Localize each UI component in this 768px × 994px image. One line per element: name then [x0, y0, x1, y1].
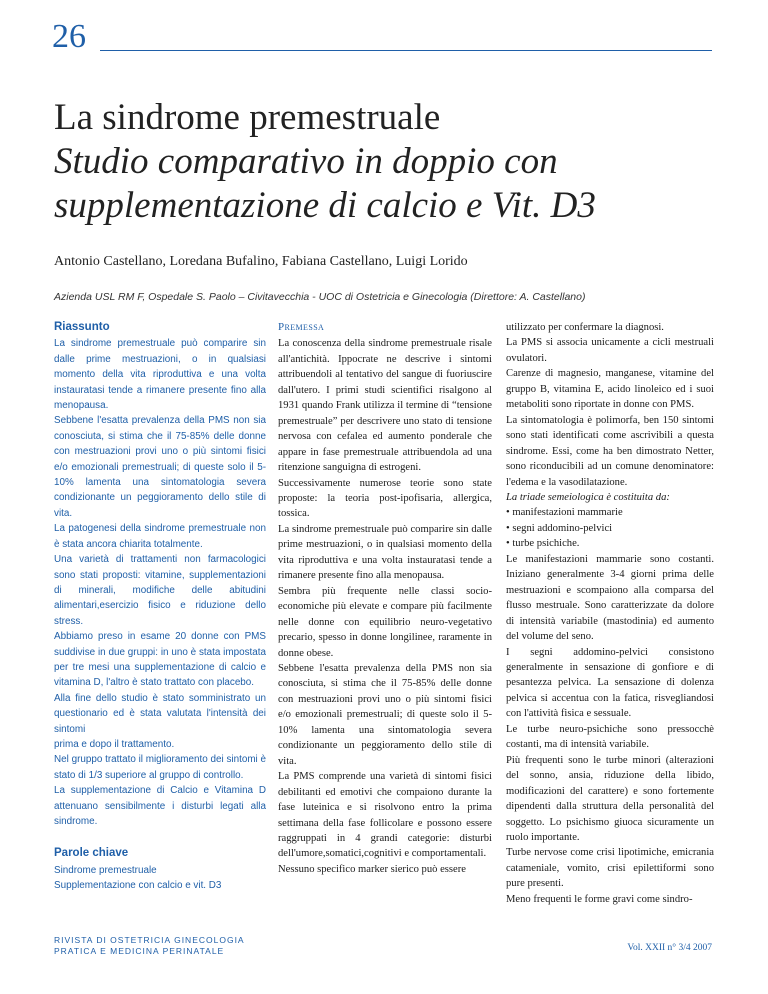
keyword-item: Supplementazione con calcio e vit. D3: [54, 880, 222, 892]
triad-list-item: • segni addomino-pelvici: [506, 522, 613, 534]
triad-heading: La triade semeiologica è costituita da:: [506, 491, 670, 503]
abstract-heading: Riassunto: [54, 321, 110, 333]
body-paragraph: I segni addomino-pelvici consistono generalmente in sensazione di gonfiore e di pesantezza pelvica. La sensazione di dolenza pelvica si accentua con la fatica, risvegliandosi con l'attività fisica e sessuale.: [506, 646, 714, 720]
body-paragraph: Le turbe neuro-psichiche sono pressocchè costanti, ma di intensità variabile.: [506, 723, 714, 751]
triad-list-item: • manifestazioni mammarie: [506, 507, 623, 519]
keywords-heading: Parole chiave: [54, 847, 129, 860]
journal-name: [54, 935, 245, 957]
page-number: 26: [52, 18, 86, 55]
abstract-paragraph: prima e dopo il trattamento.: [54, 738, 175, 750]
body-paragraph: utilizzato per confermare la diagnosi.: [506, 322, 664, 333]
body-paragraph: Nessuno specifico marker sierico può essere: [278, 863, 466, 875]
abstract-column: [54, 320, 266, 894]
abstract-paragraph: Nel gruppo trattato il miglioramento dei sintomi è stato di 1/3 superiore al gruppo di controllo.: [54, 754, 266, 781]
body-paragraph: La conoscenza della sindrome premestruale risale all'antichità. Ippocrate ne descrive i sintomi attribuendoli al tentativo del sangue di fuoriuscire dall'utero. I primi studi scientifici risalgono al 1931 quando Frank utilizza il termine di “tensione premestruale” per descrivere uno stato di tensione nervosa con cefalea ed aumento ponderale che appare in fase premestruale attribuendola ad una ritenzione sanguigna di estrogeni.: [278, 338, 492, 474]
body-paragraph: Successivamente numerose teorie sono state proposte: la teoria post-ipofisaria, allergica, tossica.: [278, 477, 492, 520]
body-column-3: [506, 320, 714, 907]
abstract-paragraph: La supplementazione di Calcio e Vitamina D attenuano sensibilmente i disturbi legati alla sindrome.: [54, 785, 266, 827]
title-main: La sindrome premestruale: [54, 97, 441, 138]
article-title: [54, 96, 734, 228]
title-sub-line2: supplementazione di calcio e Vit. D3: [54, 185, 596, 226]
abstract-paragraph: Una varietà di trattamenti non farmacologici sono stati proposti: vitamine, supplementazioni di minerali, modifiche delle abitudini alimentari,esercizio fisico e riduzione dello stress.: [54, 554, 266, 627]
body-paragraph: Più frequenti sono le turbe minori (alterazioni del sonno, ansia, riduzione della libido, modificazioni del carattere) e sono fortemente dipendenti dalla struttura della personalità del soggetto. Lo psichismo giuoca sicuramente un ruolo importante.: [506, 754, 714, 843]
body-paragraph: Carenze di magnesio, manganese, vitamine del gruppo B, vitamina E, acido linoleico ed i suoi metaboliti sono riportate in donne con PMS.: [506, 368, 714, 411]
abstract-paragraph: Abbiamo preso in esame 20 donne con PMS suddivise in due gruppi: in uno è stata impostata per tre mesi una supplementazione di calcio e vitamina D, l'altro è stato trattato con placebo.: [54, 631, 266, 689]
volume-info: Vol. XXII n° 3/4 2007: [627, 943, 712, 953]
keyword-item: Sindrome premestruale: [54, 864, 157, 876]
body-paragraph: La PMS comprende una varietà di sintomi fisici debilitanti ed emotivi che compaiono durante la fase luteinica e si risolvono entro la prima settimana della fase follicolare e possono essere raggruppati in 4 grandi categorie: disturbi dell'umore,somatici,cognitivi e comportamentali.: [278, 771, 492, 860]
abstract-paragraph: Sebbene l'esatta prevalenza della PMS non sia conosciuta, si stima che il 75-85% delle donne con mestruazioni provi uno o più sintomi fisici e/o emozionali premestruali; di queste solo il 5-10% lamenta una sintomatologia severa condizionante un peggioramento dello stile di vita.: [54, 415, 266, 519]
body-paragraph: Le manifestazioni mammarie sono costanti. Iniziano generalmente 3-4 giorni prima delle mestruazioni e scompaiono alla comparsa del flusso mestruale. Sono caratterizzate da dolore di intensità variabile (mastodinia) ed aumento del volume del seno.: [506, 553, 714, 643]
body-paragraph: Turbe nervose come crisi lipotimiche, emicrania catameniale, vomito, crisi epilettiformi sono pure presenti.: [506, 847, 714, 890]
author-list: Antonio Castellano, Loredana Bufalino, Fabiana Castellano, Luigi Lorido: [54, 254, 468, 269]
body-paragraph: Sebbene l'esatta prevalenza della PMS non sia conosciuta, si stima che il 75-85% delle donne con mestruazioni provi uno o più sintomi fisici e/o emozionali premestruali; di queste solo il 5-10% lamenta una sintomatologia severa condizionante un peggioramento dello stile di vita.: [278, 662, 492, 767]
journal-name-line1: RIVISTA DI OSTETRICIA GINECOLOGIA: [54, 935, 245, 945]
affiliation: Azienda USL RM F, Ospedale S. Paolo – Civitavecchia - UOC di Ostetricia e Ginecologia (Direttore: A. Castellano): [54, 291, 586, 303]
body-paragraph: La PMS si associa unicamente a cicli mestruali ovulatori.: [506, 337, 714, 364]
abstract-paragraph: La sindrome premestruale può comparire sin dalle prime mestruazioni, o in qualsiasi momento della vita riproduttiva e una volta instauratasi tende a rimanere presente fino alla menopausa.: [54, 338, 266, 412]
body-paragraph: La sindrome premestruale può comparire sin dalle prime mestruazioni, o in qualsiasi momento della vita riproduttiva e una volta instauratasi tende a rimanere presente fino alla menopausa.: [278, 523, 492, 582]
abstract-paragraph: La patogenesi della sindrome premestruale non è stata ancora chiarita totalmente.: [54, 523, 266, 550]
body-paragraph: La sintomatologia è polimorfa, ben 150 sintomi sono stati identificati come ascrivibili a questa sindrome. Essi, come ha ben dimostrato Netter, sono riconducibili ad un comune denominatore: l'edema e la vasodilatazione.: [506, 414, 714, 488]
abstract-paragraph: Alla fine dello studio è stato somministrato un questionario ed è stata valutata l'intensità dei sintomi: [54, 692, 266, 735]
body-paragraph: Meno frequenti le forme gravi come sindro-: [506, 893, 693, 905]
body-paragraph: Sembra più frequente nelle classi socio-economiche più elevate e compare più facilmente nelle donne con equilibrio neuro-vegetativo precario, spesso in donne longilinee, raramente in donne obese.: [278, 585, 492, 659]
premessa-column: [278, 320, 492, 877]
premessa-heading: Premessa: [278, 321, 325, 333]
triad-list-item: • turbe psichiche.: [506, 538, 580, 550]
journal-name-line2: PRATICA E MEDICINA PERINATALE: [54, 946, 225, 956]
title-sub-line1: Studio comparativo in doppio con: [54, 141, 558, 182]
header-rule: [100, 50, 712, 51]
